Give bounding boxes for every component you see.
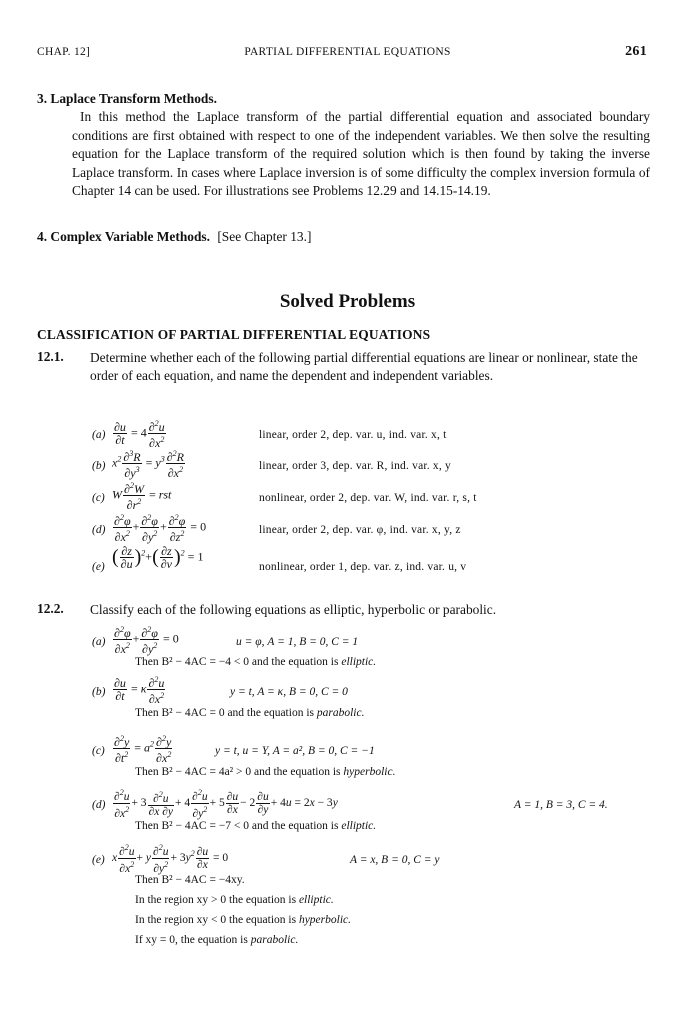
equation-description: nonlinear, order 1, dep. var. z, ind. var. u, v (259, 561, 467, 573)
classification-line: Then B² − 4AC = −4 < 0 and the equation is elliptic. (135, 656, 377, 668)
equation-description: linear, order 2, dep. var. φ, ind. var. x, y, z (259, 524, 461, 536)
problem-text: Classify each of the following equations as elliptic, hyperbolic or parabolic. (90, 602, 497, 617)
region-line: In the region xy < 0 the equation is hyperbolic. (135, 914, 351, 926)
problem-number: 12.2. (37, 601, 64, 616)
method-3-body: In this method the Laplace transform of the partial differential equation and associated boundary conditions are first obtained with respect to one of the independent variables. We then solve the resulting equation for the Laplace transform of the required solution which is then found by taking the inverse Laplace transform. In cases where Laplace inversion is of some difficulty the complex inversion formula of Chapter 14 can be used. For illustrations see Problems 12.29 and 14.15-14.19. (72, 109, 650, 199)
method-3-heading (37, 90, 657, 108)
classification-line: Then B² − 4AC = −4xy. (135, 874, 245, 886)
item-label: (d) (92, 524, 106, 536)
coefficients: A = 1, B = 3, C = 4. (514, 799, 608, 811)
classification-line: Then B² − 4AC = 0 and the equation is parabolic. (135, 707, 365, 719)
equation-description: nonlinear, order 2, dep. var. W, ind. var. r, s, t (259, 492, 477, 504)
method-title: Laplace Transform Methods. (50, 91, 217, 106)
equation-a: $\frac{\partial u}{\partial t}$ = 4 $\frac{\partial^2u}{\partial x^2}$ (114, 419, 165, 450)
coefficients: A = x, B = 0, C = y (350, 854, 440, 866)
item-label: (a) (92, 636, 106, 648)
coefficients: y = t, u = Y, A = a², B = 0, C = −1 (215, 745, 375, 757)
equation-description: linear, order 3, dep. var. R, ind. var. x, y (259, 460, 451, 472)
equation-2e: x $\frac{\partial^2u}{\partial x^2}$ + y $\frac{\partial^2u}{\partial y^2}$ + $3y^2$ $\frac{\partial u}{\partial x}$ = 0 (112, 843, 229, 875)
method-number: 4. (37, 229, 48, 244)
method-4-heading (37, 228, 657, 246)
item-label: (c) (92, 745, 105, 757)
item-label: (e) (92, 854, 105, 866)
item-label: (d) (92, 799, 106, 811)
method-number: 3. (37, 91, 48, 106)
equation-description: linear, order 2, dep. var. u, ind. var. x, t (259, 429, 447, 441)
item-label: (b) (92, 686, 106, 698)
coefficients: u = φ, A = 1, B = 0, C = 1 (236, 636, 359, 648)
problem-text: Determine whether each of the following partial differential equations are linear or nonlinear, state the order of each equation, and name the dependent and independent variables. (90, 350, 638, 384)
classification-line: Then B² − 4AC = 4a² > 0 and the equation is hyperbolic. (135, 766, 396, 778)
item-label: (c) (92, 492, 105, 504)
item-label: (b) (92, 460, 106, 472)
classification-line: Then B² − 4AC = −7 < 0 and the equation is elliptic. (135, 820, 377, 832)
equation-e: ( $\frac{\partial z}{\partial u}$ )$^2$+( $\frac{\partial z}{\partial v}$ )$^2$ = 1 (112, 544, 204, 571)
page-number: 261 (625, 44, 647, 59)
equation-2b: $\frac{\partial u}{\partial t}$ = κ $\frac{\partial^2u}{\partial x^2}$ (114, 675, 165, 706)
method-body: [See Chapter 13.] (217, 229, 312, 244)
chapter-label: CHAP. 12] (37, 46, 91, 58)
coefficients: y = t, A = κ, B = 0, C = 0 (230, 686, 348, 698)
running-title: PARTIAL DIFFERENTIAL EQUATIONS (244, 46, 451, 58)
region-line: In the region xy > 0 the equation is elliptic. (135, 894, 334, 906)
region-line: If xy = 0, the equation is parabolic. (135, 934, 299, 946)
section-heading: CLASSIFICATION OF PARTIAL DIFFERENTIAL EQUATIONS (37, 327, 431, 342)
solved-problems-title: Solved Problems (279, 291, 416, 312)
method-title: Complex Variable Methods. (50, 229, 210, 244)
equation-d: $\frac{\partial^2\varphi}{\partial x^2}$ + $\frac{\partial^2\varphi}{\partial y^2}$ + $\frac{\partial^2\varphi}{\partial z^2}$ = 0 (114, 513, 207, 544)
equation-c: W $\frac{\partial^2W}{\partial r^2}$ = rst (112, 481, 172, 512)
equation-2a: $\frac{\partial^2\varphi}{\partial x^2}$ + $\frac{\partial^2\varphi}{\partial y^2}$ = 0 (114, 625, 179, 656)
item-label: (e) (92, 561, 105, 573)
equation-2d: $\frac{\partial^2u}{\partial x^2}$ + 3 $\frac{\partial^2u}{\partial x \partial y}$ + 4 $\frac{\partial^2u}{\partial y^2}$ + 5 $\frac{\partial u}{\partial x}$ − 2 $\frac{\partial u}{\partial y}$ + 4u = 2x − 3y (114, 788, 338, 820)
problem-number: 12.1. (37, 349, 64, 364)
equation-b: $x^2$ $\frac{\partial^3R}{\partial y^3}$ = $y^3$ $\frac{\partial^2R}{\partial x^2}$ (112, 449, 184, 480)
equation-2c: $\frac{\partial^2y}{\partial t^2}$ = $a^2$ $\frac{\partial^2y}{\partial x^2}$ (114, 734, 172, 765)
item-label: (a) (92, 429, 106, 441)
